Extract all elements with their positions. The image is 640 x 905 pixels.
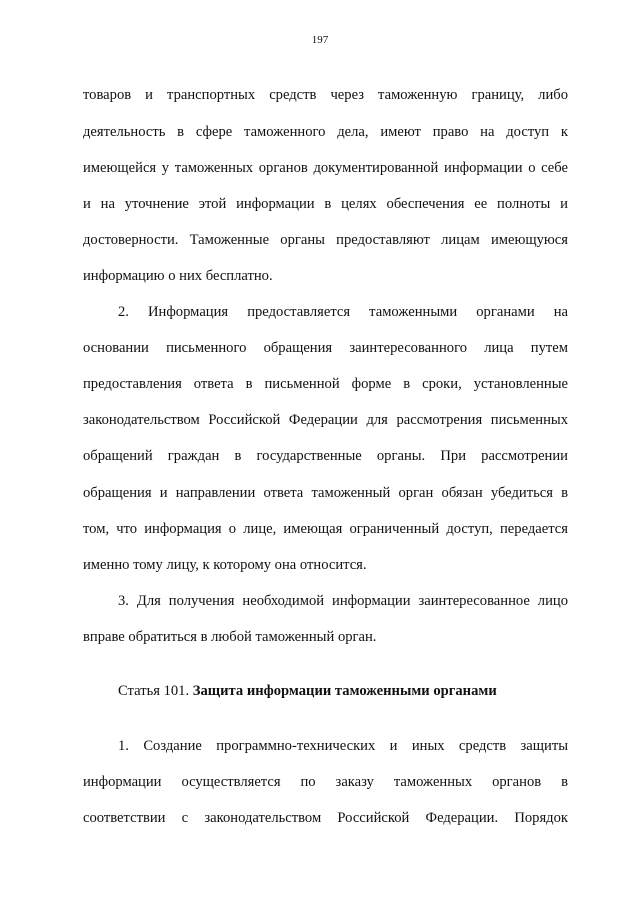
body-line: товаров и транспортных средств через таможенную границу, либо: [83, 87, 568, 103]
body-line: имеющейся у таможенных органов документированной информации о себе: [83, 160, 568, 176]
body-line: 2. Информация предоставляется таможенными органами на: [118, 304, 568, 320]
body-line: законодательством Российской Федерации для рассмотрения письменных: [83, 412, 568, 428]
body-line: обращений граждан в государственные органы. При рассмотрении: [83, 448, 568, 464]
body-line: достоверности. Таможенные органы предоставляют лицам имеющуюся: [83, 232, 568, 248]
article-number: Статья 101.: [118, 683, 190, 699]
body-line: соответствии с законодательством Российской Федерации. Порядок: [83, 810, 568, 826]
body-line: информацию о них бесплатно.: [83, 268, 273, 284]
body-line: 1. Создание программно-технических и иных средств защиты: [118, 738, 568, 754]
body-line: основании письменного обращения заинтересованного лица путем: [83, 340, 568, 356]
article-heading: [118, 682, 497, 700]
page-number: 197: [311, 34, 329, 46]
body-line: предоставления ответа в письменной форме в сроки, установленные: [83, 376, 568, 392]
body-line: 3. Для получения необходимой информации заинтересованное лицо: [118, 593, 568, 609]
body-line: обращения и направлении ответа таможенный орган обязан убедиться в: [83, 485, 568, 501]
body-line: информации осуществляется по заказу таможенных органов в: [83, 774, 568, 790]
body-line: и на уточнение этой информации в целях обеспечения ее полноты и: [83, 196, 568, 212]
body-line: деятельность в сфере таможенного дела, имеют право на доступ к: [83, 124, 568, 140]
article-title: Защита информации таможенными органами: [192, 683, 497, 699]
body-line: именно тому лицу, к которому она относится.: [83, 557, 367, 573]
body-line: вправе обратиться в любой таможенный орган.: [83, 629, 377, 645]
body-line: том, что информация о лице, имеющая ограниченный доступ, передается: [83, 521, 568, 537]
